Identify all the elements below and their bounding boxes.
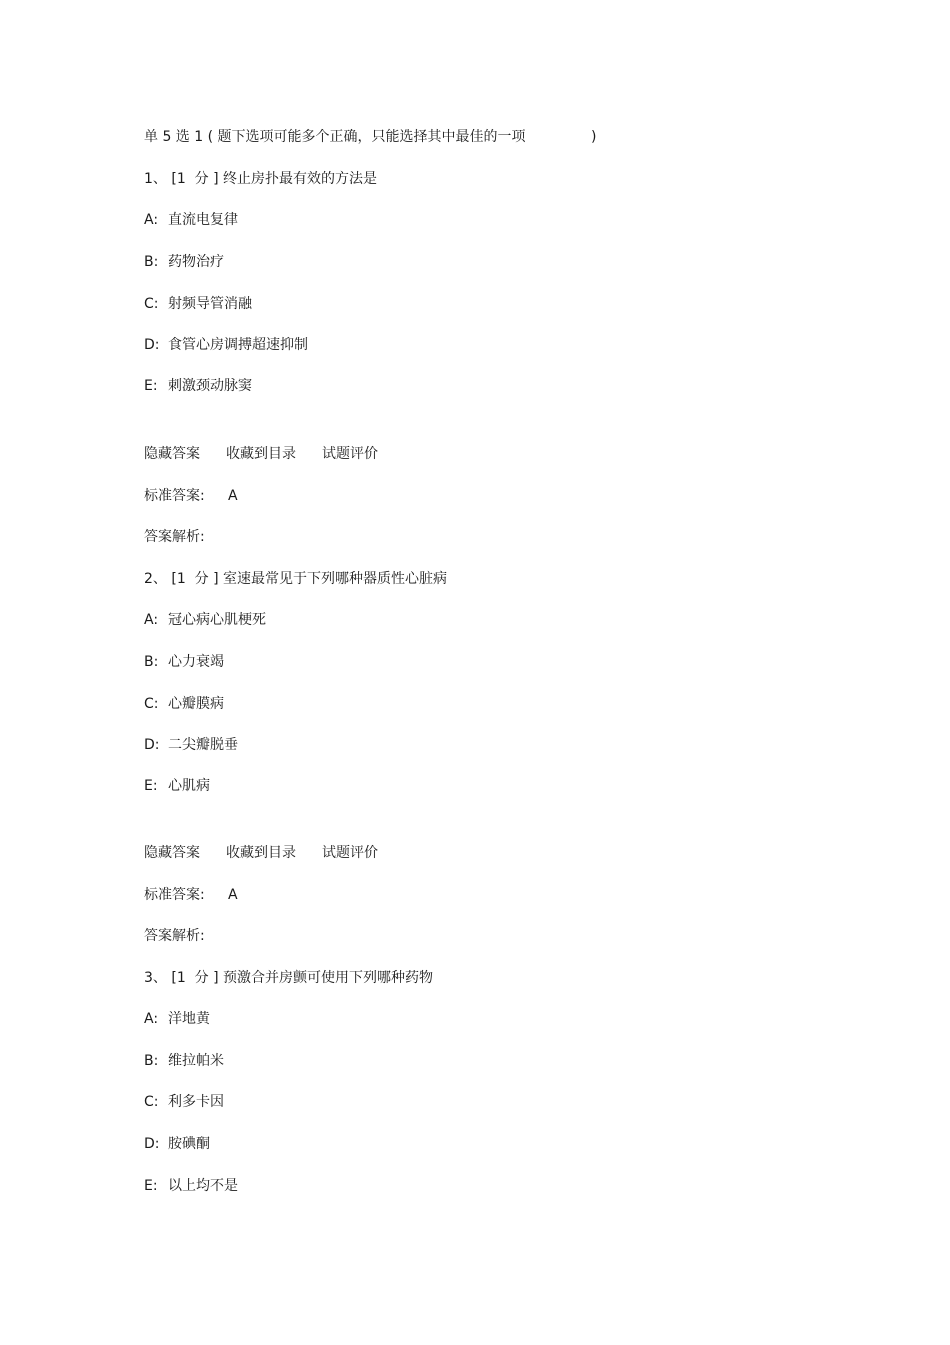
option-a[interactable] [144, 611, 266, 629]
option-text: 心力衰竭 [168, 654, 224, 670]
option-d[interactable] [144, 1135, 210, 1153]
option-b[interactable] [144, 1052, 224, 1070]
rate-question-button[interactable]: 试题评价 [322, 446, 378, 462]
option-label: B: [144, 254, 159, 270]
option-d[interactable] [144, 336, 308, 354]
option-e[interactable] [144, 777, 210, 795]
option-text: 利多卡因 [168, 1094, 224, 1110]
option-b[interactable] [144, 653, 224, 671]
option-text: 食管心房调搏超速抑制 [168, 337, 308, 353]
answer-label: 标准答案: [144, 488, 205, 504]
option-label: C: [144, 296, 159, 312]
option-a[interactable] [144, 1010, 210, 1028]
option-text: 刺激颈动脉窦 [168, 378, 252, 394]
option-label: D: [144, 1136, 160, 1152]
option-label: E: [144, 778, 158, 794]
hide-answer-button[interactable]: 隐藏答案 [144, 446, 200, 462]
answer-value: A [228, 488, 238, 504]
standard-answer [144, 487, 238, 505]
option-label: E: [144, 378, 158, 394]
option-label: A: [144, 1011, 159, 1027]
option-c[interactable] [144, 1093, 224, 1111]
option-text: 胺碘酮 [168, 1136, 210, 1152]
option-label: C: [144, 1094, 159, 1110]
option-text: 维拉帕米 [168, 1053, 224, 1069]
hide-answer-button[interactable]: 隐藏答案 [144, 845, 200, 861]
question-stem: 2、 [1 分 ] 室速最常见于下列哪种器质性心脏病 [144, 571, 447, 587]
standard-answer [144, 886, 238, 904]
option-label: E: [144, 1178, 158, 1194]
option-label: B: [144, 654, 159, 670]
add-to-favorites-button[interactable]: 收藏到目录 [226, 446, 296, 462]
answer-analysis-label: 答案解析: [144, 529, 205, 545]
option-b[interactable] [144, 253, 224, 271]
question-stem: 3、 [1 分 ] 预激合并房颤可使用下列哪种药物 [144, 970, 433, 986]
option-text: 心瓣膜病 [168, 696, 224, 712]
option-text: 二尖瓣脱垂 [168, 737, 238, 753]
section-header-close: ) [591, 129, 597, 145]
answer-analysis-label: 答案解析: [144, 928, 205, 944]
option-text: 以上均不是 [168, 1178, 238, 1194]
option-label: B: [144, 1053, 159, 1069]
option-a[interactable] [144, 211, 238, 229]
option-e[interactable] [144, 377, 252, 395]
option-label: C: [144, 696, 159, 712]
rate-question-button[interactable]: 试题评价 [322, 845, 378, 861]
section-header: 单 5 选 1 ( 题下选项可能多个正确，只能选择其中最佳的一项 [144, 129, 526, 145]
option-label: A: [144, 212, 159, 228]
question-actions [144, 445, 404, 463]
question-actions [144, 844, 404, 862]
option-c[interactable] [144, 295, 252, 313]
option-text: 冠心病心肌梗死 [168, 612, 266, 628]
option-text: 洋地黄 [168, 1011, 210, 1027]
option-c[interactable] [144, 695, 224, 713]
option-e[interactable] [144, 1177, 238, 1195]
answer-label: 标准答案: [144, 887, 205, 903]
option-text: 直流电复律 [168, 212, 238, 228]
option-d[interactable] [144, 736, 238, 754]
option-text: 射频导管消融 [168, 296, 252, 312]
question-stem: 1、 [1 分 ] 终止房扑最有效的方法是 [144, 171, 377, 187]
add-to-favorites-button[interactable]: 收藏到目录 [226, 845, 296, 861]
answer-value: A [228, 887, 238, 903]
option-label: A: [144, 612, 159, 628]
option-text: 药物治疗 [168, 254, 224, 270]
option-label: D: [144, 737, 160, 753]
option-label: D: [144, 337, 160, 353]
option-text: 心肌病 [168, 778, 210, 794]
